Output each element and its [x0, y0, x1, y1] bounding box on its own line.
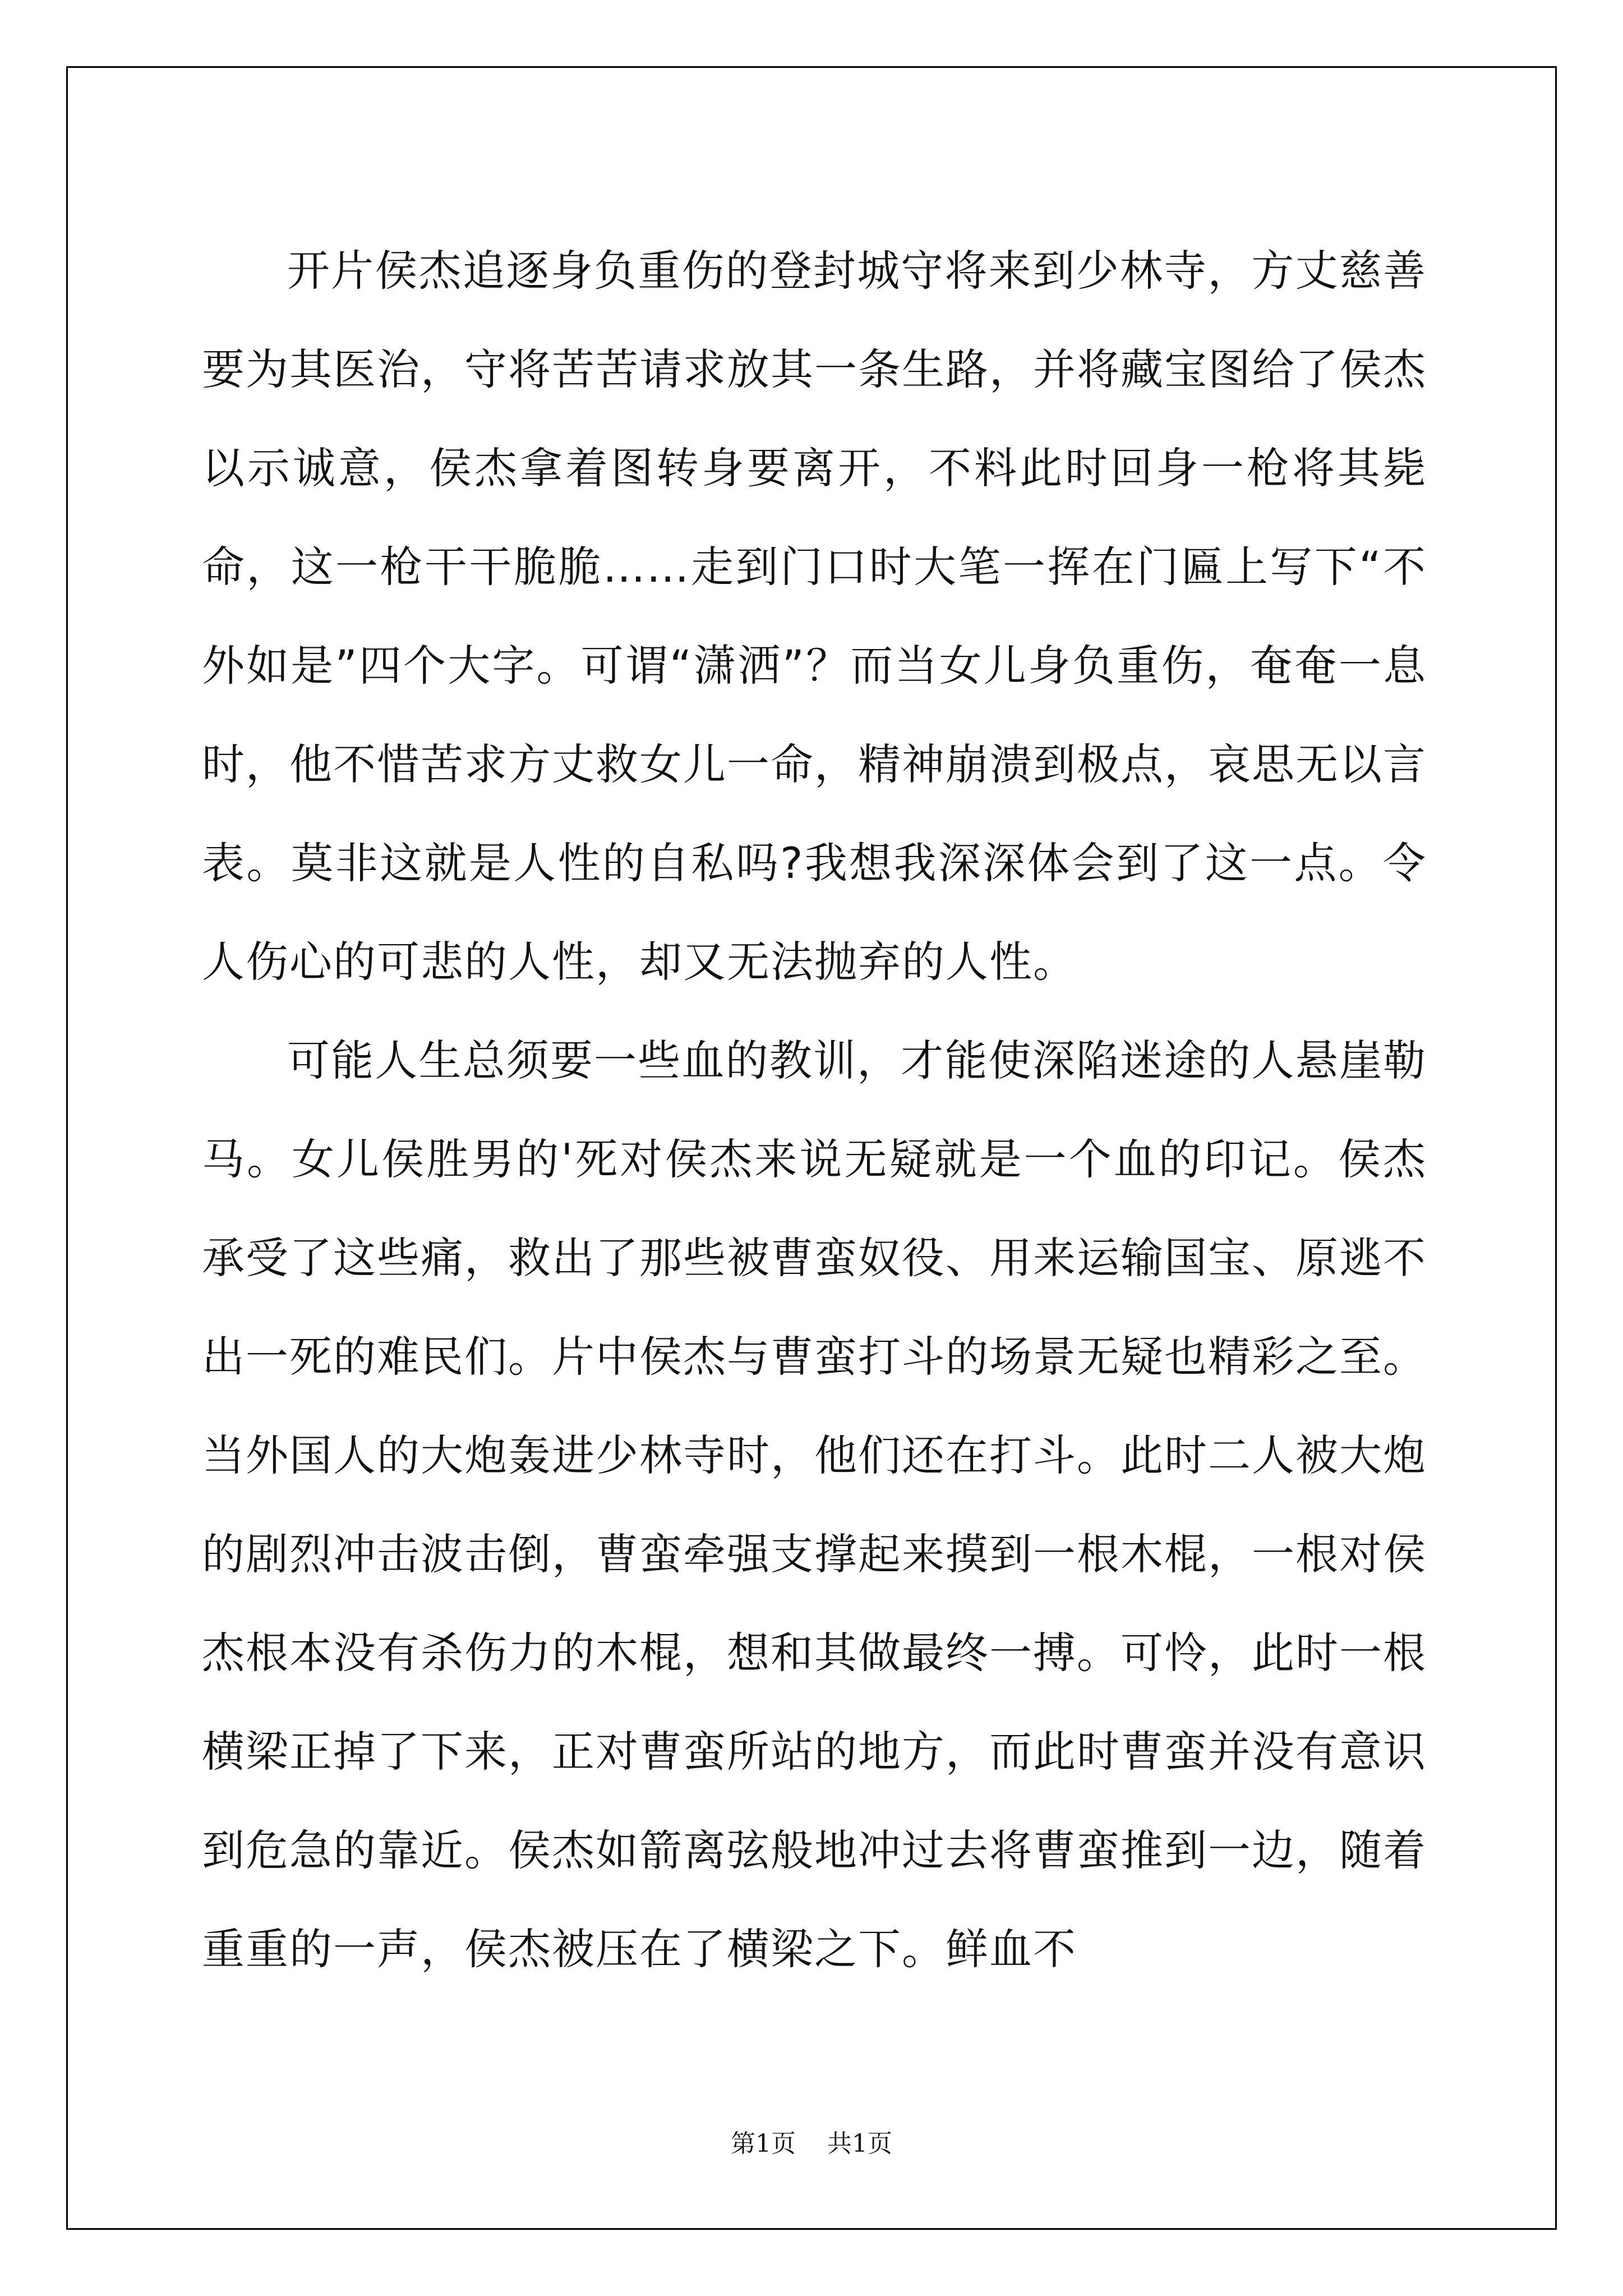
- paragraph-1: 开片侯杰追逐身负重伤的登封城守将来到少林寺，方丈慈善要为其医治，守将苦苦请求放其一条生路，并将藏宝图给了侯杰以示诚意，侯杰拿着图转身要离开，不料此时回身一枪将其毙命，这一枪干干脆脆……走到门口时大笔一挥在门匾上写下“不外如是”四个大字。可谓“潇洒”？而当女儿身负重伤，奄奄一息时，他不惜苦求方丈救女儿一命，精神崩溃到极点，哀思无以言表。莫非这就是人性的自私吗?我想我深深体会到了这一点。令人伤心的可悲的人性，却又无法抛弃的人性。: [202, 246, 1427, 987]
- page-number: 第1页: [731, 2129, 796, 2158]
- page-footer: [0, 2127, 1623, 2161]
- paragraph-2: 可能人生总须要一些血的教训，才能使深陷迷途的人悬崖勒马。女儿侯胜男的'死对侯杰来说无疑就是一个血的印记。侯杰承受了这些痛，救出了那些被曹蛮奴役、用来运输国宝、原逃不出一死的难民们。片中侯杰与曹蛮打斗的场景无疑也精彩之至。当外国人的大炮轰进少林寺时，他们还在打斗。此时二人被大炮的剧烈冲击波击倒，曹蛮牵强支撑起来摸到一根木棍，一根对侯杰根本没有杀伤力的木棍，想和其做最终一搏。可怜，此时一根横梁正掉了下来，正对曹蛮所站的地方，而此时曹蛮并没有意识到危急的靠近。侯杰如箭离弦般地冲过去将曹蛮推到一边，随着重重的一声，侯杰被压在了横梁之下。鲜血不: [202, 1036, 1427, 1974]
- page-total: 共1页: [827, 2129, 892, 2158]
- document-body: [202, 222, 1427, 1999]
